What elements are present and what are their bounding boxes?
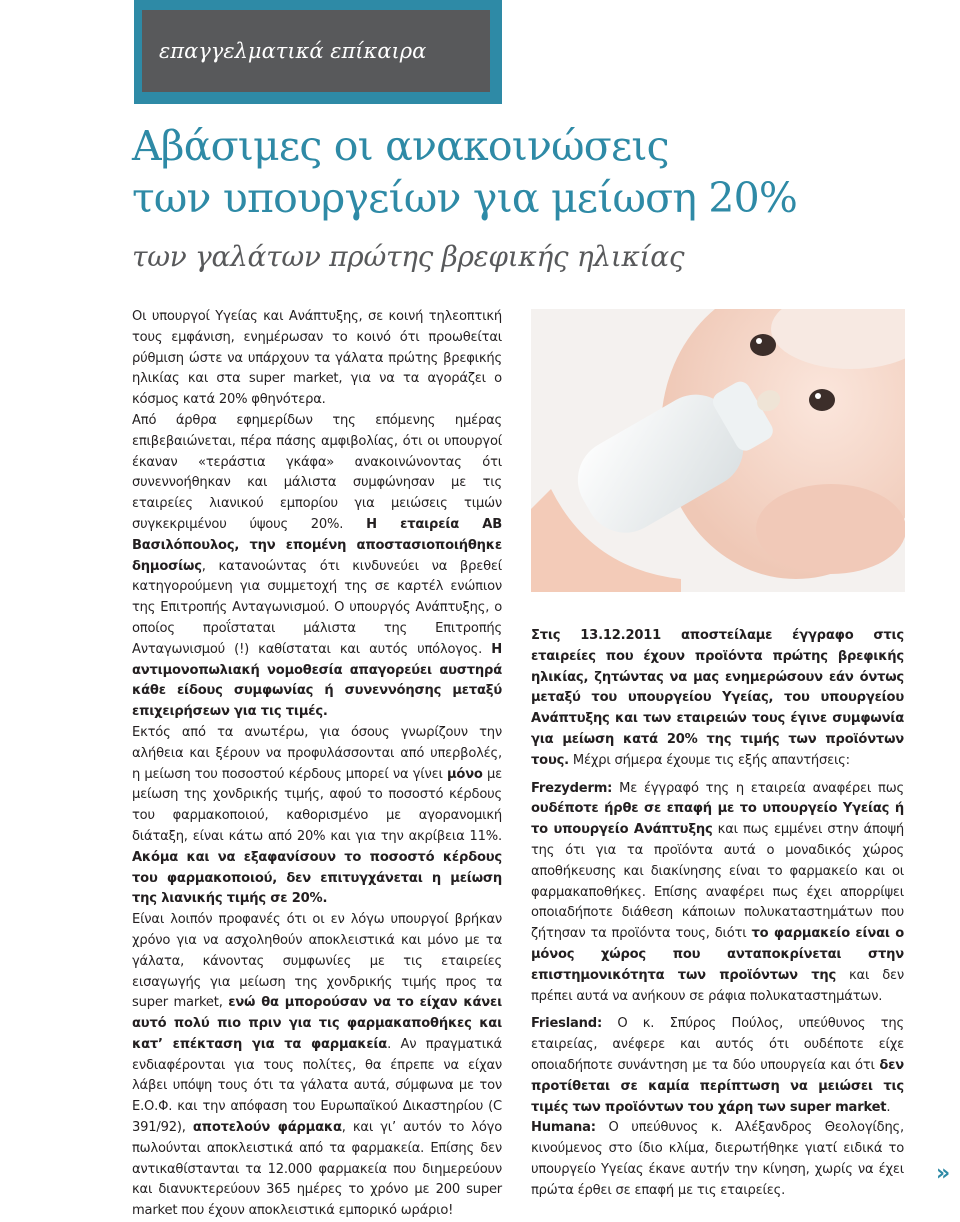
section-label-box (142, 10, 490, 92)
paragraph: Από άρθρα εφημερίδων της επόμενης ημέρας επιβεβαιώνεται, πέρα πάσης αμφιβολίας, ότι οι υπουργοί έκαναν «τεράστια γκάφα» ανακοινώνοντας ότι συνεννοήθηκαν και μάλιστα συμφώνησαν με τις εταιρείες λιανικού εμπορίου για μειώσεις τιμών συγκεκριμένου ύψους 20%. Η εταιρεία ΑΒ Βασιλόπουλος, την επομένη αποστασιοποιήθηκε δημοσίως, κατανοώντας ότι κινδυνεύει να βρεθεί κατηγορούμενη για συμμετοχή της σε καρτέλ ενώπιον της Επιτροπής Ανταγωνισμού. Ο υπουργός Ανάπτυξης, ο οποίος προΐσταται μάλιστα της Επιτροπής Ανταγωνισμού (!) καθίσταται και αυτός υπόλογος. Η αντιμονοπωλιακή νομοθεσία απαγορεύει αυστηρά κάθε είδους συμφωνίας ή συνεννόησης μεταξύ επιχειρήσεων για τις τιμές. (132, 412, 502, 720)
paragraph: Εκτός από τα ανωτέρω, για όσους γνωρίζουν την αλήθεια και ξέρουν να προφυλάσσονται από υπερβολές, η μείωση του ποσοστού κέρδους μπορεί να γίνει μόνο με μείωση της χονδρικής τιμής, αφού το ποσοστό κέρδους του φαρμακοποιού, καθορισμένο με αγορανομική διάταξη, είναι κάτω από 20% και για την ακρίβεια 11%. Ακόμα και να εξαφανίσουν το ποσοστό κέρδους του φαρμακοποιού, δεν επιτυγχάνεται η μείωση της λιανικής τιμής σε 20%. (132, 724, 502, 907)
left-column (132, 307, 502, 1222)
title-line-1: Αβάσιμες οι ανακοινώσεις (132, 122, 669, 170)
title-line-2: των υπουργείων για μείωση 20% (132, 174, 798, 222)
paragraph: Humana: Ο υπεύθυνος κ. Αλέξανδρος Θεολογίδης, κινούμενος στο ίδιο κλίμα, διερωτήθηκε γιατί ειδικά το υπουργείο Υγείας έκανε αυτήν την κίνηση, χωρίς να έχει πρώτα έρθει σε επαφή με τις εταιρείες. (531, 1120, 904, 1198)
section-header (134, 0, 502, 104)
article-title (132, 120, 797, 224)
continue-arrow-icon: » (936, 1161, 951, 1186)
paragraph: Είναι λοιπόν προφανές ότι οι εν λόγω υπουργοί βρήκαν χρόνο για να ασχοληθούν αποκλειστικά και μόνο με τα γάλατα, κάνοντας συμφωνίες με τις εταιρείες εισαγωγής για μείωση της χονδρικής τιμής προς τα super market, ενώ θα μπορούσαν να το είχαν κάνει αυτό πολύ πιο πριν για τις φαρμακαποθήκες και κατ’ επέκταση για τα φαρμακεία. Αν πραγματικά ενδιαφέρονται για τους πολίτες, θα έπρεπε να είχαν λάβει υπόψη τους ότι τα γάλατα αυτά, σύμφωνα με τον Ε.Ο.Φ. και την απόφαση του Ευρωπαϊκού Δικαστηρίου (C 391/92), αποτελούν φάρμακα, και γι’ αυτόν το λόγο πωλούνται αποκλειστικά από τα φαρμακεία. Επίσης δεν αντικαθίστανται τα 12.000 φαρμακεία που διημερεύουν και διανυκτερεύουν 365 ημέρες το χρόνο με 200 super market που έχουν αποκλειστικά εμπορικό ωράριο! (132, 912, 503, 1219)
baby-bottle-photo (531, 309, 905, 592)
paragraph: Στις 13.12.2011 αποστείλαμε έγγραφο στις εταιρείες που έχουν προϊόντα πρώτης βρεφικής ηλικίας, ζητώντας να μας ενημερώσουν εάν όντως μεταξύ του υπουργείου Υγείας, του υπουργείου Ανάπτυξης και των εταιρειών τους έγινε συμφωνία για μείωση κατά 20% της τιμής των προϊόντων τους. Μέχρι σήμερα έχουμε τις εξής απαντήσεις: (531, 628, 904, 768)
right-column (531, 626, 904, 1202)
section-label: επαγγελματικά επίκαιρα (159, 39, 427, 63)
paragraph: Οι υπουργοί Υγείας και Ανάπτυξης, σε κοινή τηλεοπτική τους εμφάνιση, ενημέρωσαν το κοινό ότι προωθείται ρύθμιση ώστε να υπάρχουν τα γάλατα πρώτης βρεφικής ηλικίας και στα super market, για να τα αγοράζει ο κόσμος κατά 20% φθηνότερα. (132, 309, 502, 408)
paragraph: Frezyderm: Με έγγραφό της η εταιρεία αναφέρει πως ουδέποτε ήρθε σε επαφή με το υπουργείο Υγείας ή το υπουργείο Ανάπτυξης και πως εμμένει στην άποψή της ότι για τα προϊόντα αυτά ο μοναδικός χώρος αποθήκευσης και διακίνησης είναι το φαρμακείο και οι φαρμακαποθήκες. Επίσης αναφέρει πως έχει απορρίψει οποιαδήποτε διάθεση κάποιων πολυκαταστημάτων που ζήτησαν τα προϊόντα τους, διότι το φαρμακείο είναι ο μόνος χώρος που ανταποκρίνεται στην επιστημονικότητα των προϊόντων της και δεν πρέπει αυτά να ανήκουν σε ράφια πολυκαταστημάτων. (531, 780, 905, 1004)
article-subtitle: των γαλάτων πρώτης βρεφικής ηλικίας (132, 240, 685, 273)
paragraph: Friesland: Ο κ. Σπύρος Πούλος, υπεύθυνος της εταιρείας, ανέφερε και αυτός ότι ουδέποτε είχε οποιαδήποτε συνάντηση με τα δύο υπουργεία και ότι δεν προτίθεται σε καμία περίπτωση να μειώσει τις τιμές των προϊόντων του χάρη των super market. (531, 1016, 904, 1115)
